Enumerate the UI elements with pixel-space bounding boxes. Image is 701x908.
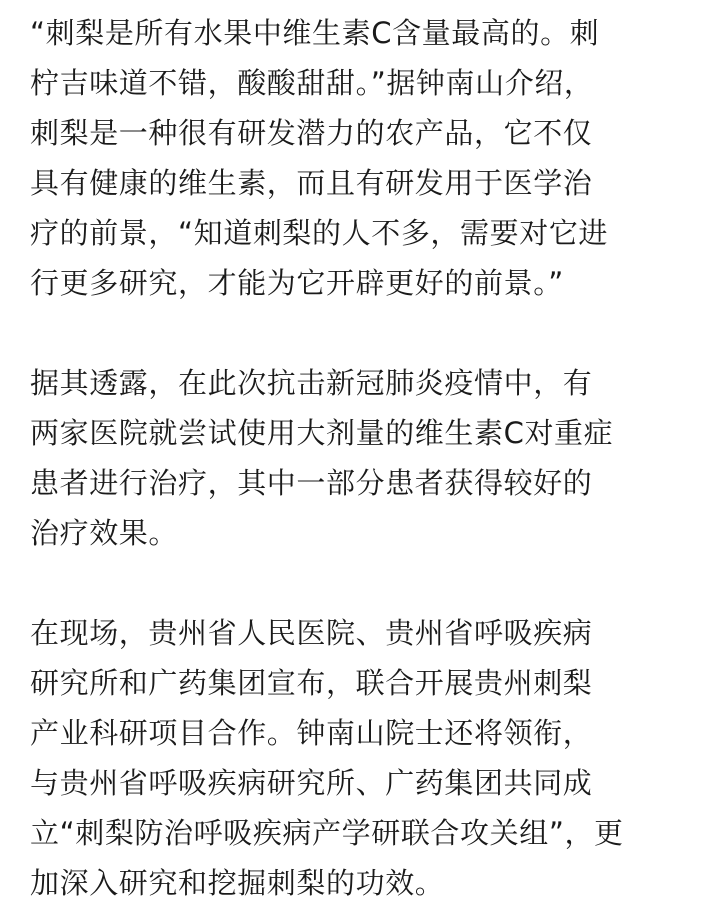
paragraph-line: 柠吉味道不错，酸酸甜甜。”据钟南山介绍， <box>30 66 594 100</box>
paragraph-line: 立“刺梨防治呼吸疾病产学研联合攻关组”，更 <box>30 816 624 850</box>
paragraph-spacer <box>30 558 680 608</box>
paragraph-line: “刺梨是所有水果中维生素C含量最高的。刺 <box>30 16 600 50</box>
article-body <box>30 0 680 908</box>
paragraph-line: 行更多研究，才能为它开辟更好的前景。” <box>30 266 564 300</box>
paragraph-line: 产业科研项目合作。钟南山院士还将领衔， <box>30 716 593 750</box>
paragraph-line: 加深入研究和挖掘刺梨的功效。 <box>30 866 445 900</box>
paragraph-line: 具有健康的维生素，而且有研发用于医学治 <box>30 166 593 200</box>
paragraph-line: 据其透露，在此次抗击新冠肺炎疫情中，有 <box>30 366 593 400</box>
paragraph-line: 研究所和广药集团宣布，联合开展贵州刺梨 <box>30 666 593 700</box>
paragraph-line: 治疗效果。 <box>30 516 179 550</box>
paragraph-2 <box>30 358 680 558</box>
paragraph-line: 刺梨是一种很有研发潜力的农产品，它不仅 <box>30 116 593 150</box>
paragraph-line: 两家医院就尝试使用大剂量的维生素C对重症 <box>30 416 614 450</box>
paragraph-line: 在现场，贵州省人民医院、贵州省呼吸疾病 <box>30 616 593 650</box>
paragraph-line: 患者进行治疗，其中一部分患者获得较好的 <box>30 466 593 500</box>
paragraph-3 <box>30 608 680 908</box>
paragraph-spacer <box>30 308 680 358</box>
paragraph-line: 与贵州省呼吸疾病研究所、广药集团共同成 <box>30 766 593 800</box>
paragraph-1 <box>30 8 680 308</box>
paragraph-line: 疗的前景，“知道刺梨的人不多，需要对它进 <box>30 216 609 250</box>
